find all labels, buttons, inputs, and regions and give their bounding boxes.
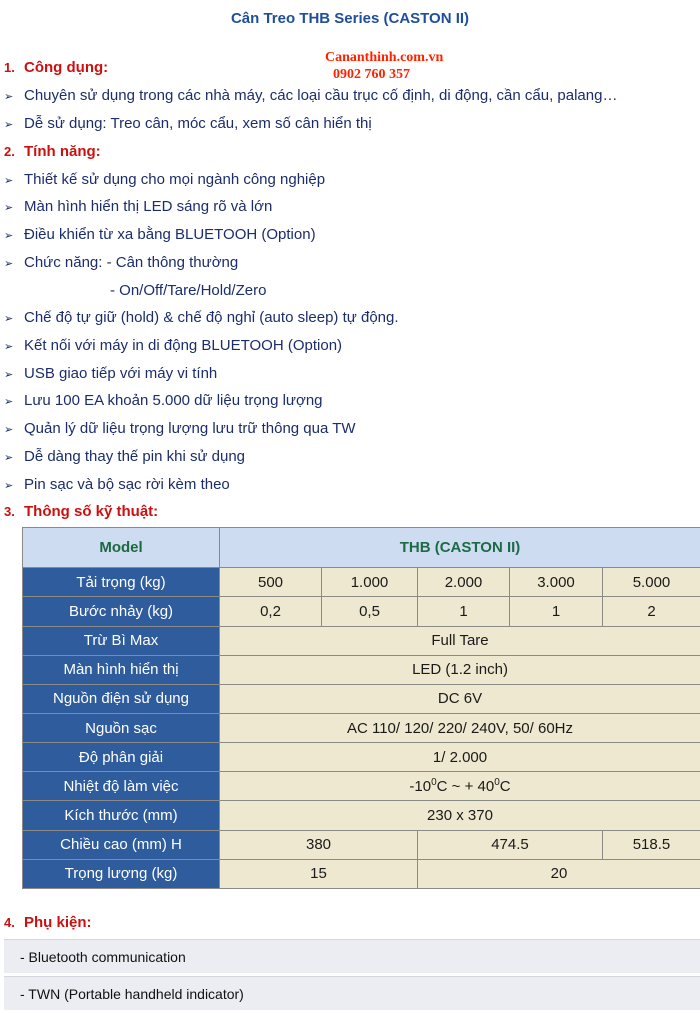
table-row — [23, 568, 700, 597]
cell: 2 — [603, 597, 700, 626]
list-item: ➢ Chế độ tự giữ (hold) & chế độ nghỉ (auto sleep) tự động. — [4, 309, 399, 326]
spec-table — [22, 527, 700, 889]
row-label: Trừ Bì Max — [23, 626, 220, 655]
function-sub-item: - On/Off/Tare/Hold/Zero — [110, 282, 267, 299]
bullet-arrow-icon: ➢ — [4, 175, 14, 187]
list-item: ➢ Chức năng: - Cân thông thường — [4, 254, 239, 271]
section-title: Phụ kiện: — [24, 914, 92, 931]
row-label: Màn hình hiển thị — [23, 655, 220, 684]
section-title: Thông số kỹ thuật: — [24, 503, 159, 520]
list-item: ➢ Màn hình hiển thị LED sáng rõ và lớn — [4, 198, 273, 215]
watermark-site: Cananthinh.com.vn — [325, 50, 444, 65]
table-row — [23, 626, 700, 655]
cell: 1 — [510, 597, 603, 626]
row-label: Bước nhảy (kg) — [23, 597, 220, 626]
table-row — [23, 655, 700, 684]
list-item: ➢ Dễ dàng thay thế pin khi sử dụng — [4, 448, 246, 465]
accessory-item: - TWN (Portable handheld indicator) — [4, 976, 700, 1010]
row-label: Chiều cao (mm) H — [23, 830, 220, 859]
cell: 15 — [220, 859, 418, 888]
table-row — [23, 830, 700, 859]
cell: 500 — [220, 568, 322, 597]
row-label: Nguồn sạc — [23, 714, 220, 743]
table-row — [23, 597, 700, 626]
watermark-phone: 0902 760 357 — [333, 67, 410, 82]
table-row — [23, 772, 700, 801]
cell: 1 — [418, 597, 510, 626]
row-label: Tải trọng (kg) — [23, 568, 220, 597]
table-row — [23, 714, 700, 743]
list-item: ➢ Chuyên sử dụng trong các nhà máy, các loại cầu trục cố định, di động, cần cẩu, palang… — [4, 87, 618, 104]
bullet-arrow-icon: ➢ — [4, 258, 14, 270]
cell: 0,2 — [220, 597, 322, 626]
section-title: Tính năng: — [24, 143, 101, 160]
bullet-arrow-icon: ➢ — [4, 119, 14, 131]
list-item: ➢ Thiết kế sử dụng cho mọi ngành công nghiệp — [4, 171, 326, 188]
bullet-arrow-icon: ➢ — [4, 313, 14, 325]
section-number: 4. — [4, 915, 15, 930]
bullet-arrow-icon: ➢ — [4, 424, 14, 436]
section-accessories-heading — [4, 914, 92, 931]
list-item: ➢ Lưu 100 EA khoản 5.000 dữ liệu trọng lượng — [4, 392, 323, 409]
cell-temperature: $-10^0C$ ~ + $40^0C$ — [220, 772, 700, 801]
bullet-arrow-icon: ➢ — [4, 369, 14, 381]
row-label: Nguồn điện sử dụng — [23, 684, 220, 713]
cell: 518.5 — [603, 830, 700, 859]
bullet-arrow-icon: ➢ — [4, 480, 14, 492]
cell: 2.000 — [418, 568, 510, 597]
cell: 5.000 — [603, 568, 700, 597]
table-row — [23, 743, 700, 772]
bullet-arrow-icon: ➢ — [4, 230, 14, 242]
list-item: ➢ Quản lý dữ liệu trọng lượng lưu trữ thông qua TW — [4, 420, 356, 437]
cell: 230 x 370 — [220, 801, 700, 830]
table-header-row — [23, 528, 700, 568]
cell: 1.000 — [322, 568, 418, 597]
cell: Full Tare — [220, 626, 700, 655]
table-row — [23, 801, 700, 830]
cell: 1/ 2.000 — [220, 743, 700, 772]
bullet-arrow-icon: ➢ — [4, 202, 14, 214]
accessory-item: - Bluetooth communication — [4, 939, 700, 973]
cell: LED (1.2 inch) — [220, 655, 700, 684]
section-title: Công dụng: — [24, 59, 109, 76]
section-features-heading — [4, 143, 101, 160]
list-item: ➢ Pin sạc và bộ sạc rời kèm theo — [4, 476, 230, 493]
section-number: 1. — [4, 60, 15, 75]
bullet-arrow-icon: ➢ — [4, 452, 14, 464]
section-usage-heading — [4, 59, 108, 76]
row-label: Nhiệt độ làm việc — [23, 772, 220, 801]
row-label: Kích thước (mm) — [23, 801, 220, 830]
page-title: Cân Treo THB Series (CASTON II) — [230, 10, 470, 27]
list-item: ➢ Dễ sử dụng: Treo cân, móc cẩu, xem số cân hiển thị — [4, 115, 372, 132]
list-item: ➢ USB giao tiếp với máy vi tính — [4, 365, 218, 382]
cell: AC 110/ 120/ 220/ 240V, 50/ 60Hz — [220, 714, 700, 743]
cell: 20 — [418, 859, 700, 888]
bullet-arrow-icon: ➢ — [4, 91, 14, 103]
list-item: ➢ Điều khiển từ xa bằng BLUETOOH (Option) — [4, 226, 316, 243]
section-specs-heading — [4, 503, 158, 520]
section-number: 2. — [4, 144, 15, 159]
cell: 474.5 — [418, 830, 603, 859]
model-value: THB (CASTON II) — [220, 528, 700, 568]
list-item: ➢ Kết nối với máy in di động BLUETOOH (Option) — [4, 337, 343, 354]
bullet-arrow-icon: ➢ — [4, 396, 14, 408]
cell: 0,5 — [322, 597, 418, 626]
table-row — [23, 684, 700, 713]
section-number: 3. — [4, 504, 15, 519]
cell: DC 6V — [220, 684, 700, 713]
row-label: Độ phân giải — [23, 743, 220, 772]
row-label: Trọng lượng (kg) — [23, 859, 220, 888]
model-label: Model — [23, 528, 220, 568]
cell: 380 — [220, 830, 418, 859]
table-row — [23, 859, 700, 888]
bullet-arrow-icon: ➢ — [4, 341, 14, 353]
cell: 3.000 — [510, 568, 603, 597]
